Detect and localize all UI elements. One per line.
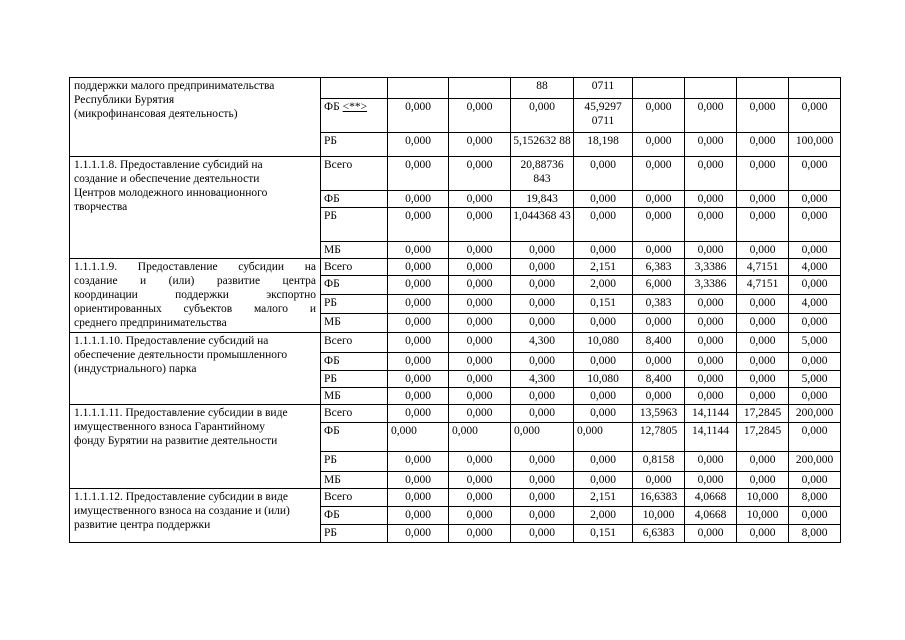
funding-source-label: ФБ bbox=[324, 355, 340, 367]
value-cell: 0,000 bbox=[789, 208, 841, 242]
description-line: поддержки малого предпринимательства bbox=[74, 80, 275, 92]
value-cell: 0,000 bbox=[449, 388, 511, 405]
funding-source bbox=[321, 507, 388, 525]
value-cell: 10,000 bbox=[737, 489, 789, 507]
value-cell: 0,000 bbox=[388, 525, 449, 543]
description-line: 1.1.1.1.9. Предоставление субсидии на bbox=[74, 261, 316, 273]
value-cell: 12,7805 bbox=[633, 423, 685, 452]
value-cell: 0,000 bbox=[789, 314, 841, 333]
value-cell: 0,000 bbox=[449, 405, 511, 423]
description-line: обеспечение деятельности промышленного bbox=[74, 349, 288, 361]
funding-source-label: Всего bbox=[324, 159, 353, 171]
funding-source bbox=[321, 242, 388, 259]
value-cell: 0,000 bbox=[388, 333, 449, 353]
value-cell: 0,000 bbox=[574, 452, 633, 472]
value-cell: 0,000 bbox=[574, 472, 633, 489]
description-line: (микрофинансовая деятельность) bbox=[74, 108, 238, 120]
description-line: имущественного взноса на создание и (или) bbox=[74, 505, 290, 517]
funding-source bbox=[321, 371, 388, 388]
value-cell: 13,5963 bbox=[633, 405, 685, 423]
value-cell: 4,000 bbox=[789, 259, 841, 276]
value-cell: 0,000 bbox=[789, 276, 841, 295]
value-cell: 17,2845 bbox=[737, 423, 789, 452]
value-cell: 0,000 bbox=[388, 133, 449, 157]
value-cell: 8,000 bbox=[789, 489, 841, 507]
value-cell: 0,000 bbox=[737, 242, 789, 259]
value-cell: 0,000 bbox=[388, 452, 449, 472]
value-cell: 0,151 bbox=[574, 525, 633, 543]
value-cell: 45,9297 0711 bbox=[574, 99, 633, 133]
value-cell: 5,000 bbox=[789, 333, 841, 353]
value-cell bbox=[633, 78, 685, 99]
funding-source bbox=[321, 388, 388, 405]
value-cell: 0,000 bbox=[449, 472, 511, 489]
value-cell: 2,000 bbox=[574, 507, 633, 525]
value-cell: 0,000 bbox=[388, 276, 449, 295]
funding-source-label: ФБ bbox=[324, 193, 340, 205]
value-cell: 4,0668 bbox=[685, 507, 737, 525]
table-row bbox=[70, 405, 841, 423]
value-cell: 0,000 bbox=[388, 208, 449, 242]
value-cell: 0,000 bbox=[574, 208, 633, 242]
value-cell: 0,000 bbox=[388, 371, 449, 388]
value-cell: 0,000 bbox=[633, 208, 685, 242]
value-cell: 0,000 bbox=[511, 99, 574, 133]
value-cell: 0,000 bbox=[574, 157, 633, 191]
value-cell: 4,300 bbox=[511, 371, 574, 388]
value-cell: 0,000 bbox=[685, 157, 737, 191]
value-cell: 0,000 bbox=[388, 405, 449, 423]
value-cell: 2,000 bbox=[574, 276, 633, 295]
value-cell bbox=[737, 78, 789, 99]
description-line: Центров молодежного инновационного bbox=[74, 187, 268, 199]
value-cell: 6,6383 bbox=[633, 525, 685, 543]
value-cell: 0,000 bbox=[574, 388, 633, 405]
value-cell: 0,000 bbox=[685, 371, 737, 388]
value-cell: 0,000 bbox=[449, 423, 511, 452]
value-cell: 3,3386 bbox=[685, 259, 737, 276]
value-cell: 17,2845 bbox=[737, 405, 789, 423]
value-cell: 5,152632 88 bbox=[511, 133, 574, 157]
value-cell: 0,000 bbox=[388, 242, 449, 259]
value-cell: 0,000 bbox=[574, 353, 633, 371]
value-cell: 19,843 bbox=[511, 191, 574, 208]
value-cell: 0,000 bbox=[449, 353, 511, 371]
value-cell bbox=[388, 78, 449, 99]
value-cell: 0,000 bbox=[574, 242, 633, 259]
value-cell: 1,044368 43 bbox=[511, 208, 574, 242]
funding-source-label: РБ bbox=[324, 210, 337, 222]
description-line: Республики Бурятия bbox=[74, 94, 175, 106]
value-cell: 100,000 bbox=[789, 133, 841, 157]
value-cell: 0,000 bbox=[511, 489, 574, 507]
value-cell: 10,000 bbox=[633, 507, 685, 525]
funding-source-label: Всего bbox=[324, 491, 353, 503]
table-row bbox=[70, 259, 841, 276]
row-description bbox=[70, 78, 321, 157]
value-cell: 0,000 bbox=[449, 259, 511, 276]
value-cell: 0,000 bbox=[574, 423, 633, 452]
value-cell: 0,000 bbox=[789, 157, 841, 191]
value-cell: 0,000 bbox=[737, 295, 789, 314]
value-cell: 0,000 bbox=[388, 314, 449, 333]
value-cell: 0,000 bbox=[511, 507, 574, 525]
funding-source-label: ФБ bbox=[324, 425, 340, 437]
value-cell: 0,000 bbox=[574, 405, 633, 423]
table-row bbox=[70, 333, 841, 353]
value-cell: 16,6383 bbox=[633, 489, 685, 507]
value-cell bbox=[789, 78, 841, 99]
funding-source bbox=[321, 157, 388, 191]
funding-source-label: РБ bbox=[324, 373, 337, 385]
value-cell: 0,000 bbox=[737, 472, 789, 489]
description-line: имущественного взноса Гарантийному bbox=[74, 421, 266, 433]
value-cell: 0,000 bbox=[789, 472, 841, 489]
value-cell: 0,000 bbox=[511, 452, 574, 472]
value-cell bbox=[449, 78, 511, 99]
value-cell: 0,000 bbox=[449, 276, 511, 295]
description-line: творчества bbox=[74, 201, 128, 213]
value-cell: 0,000 bbox=[789, 507, 841, 525]
value-cell: 0,000 bbox=[737, 99, 789, 133]
funding-source bbox=[321, 472, 388, 489]
funding-source-label: МБ bbox=[324, 474, 341, 486]
value-cell: 0,000 bbox=[511, 295, 574, 314]
value-cell: 0,000 bbox=[633, 388, 685, 405]
value-cell: 5,000 bbox=[789, 371, 841, 388]
value-cell: 4,7151 bbox=[737, 276, 789, 295]
value-cell: 4,7151 bbox=[737, 259, 789, 276]
value-cell: 0,000 bbox=[388, 388, 449, 405]
value-cell: 4,300 bbox=[511, 333, 574, 353]
value-cell: 0,000 bbox=[737, 133, 789, 157]
value-cell: 0,000 bbox=[633, 99, 685, 133]
value-cell: 8,400 bbox=[633, 333, 685, 353]
funding-source bbox=[321, 99, 388, 133]
value-cell: 0,000 bbox=[388, 507, 449, 525]
value-cell: 0,000 bbox=[685, 525, 737, 543]
value-cell: 0,000 bbox=[388, 259, 449, 276]
value-cell: 200,000 bbox=[789, 405, 841, 423]
funding-source bbox=[321, 353, 388, 371]
value-cell: 0,000 bbox=[449, 99, 511, 133]
value-cell: 0,000 bbox=[388, 472, 449, 489]
row-description bbox=[70, 489, 321, 543]
table-body bbox=[70, 78, 841, 543]
value-cell: 200,000 bbox=[789, 452, 841, 472]
value-cell: 0,000 bbox=[685, 314, 737, 333]
value-cell: 0,000 bbox=[685, 333, 737, 353]
description-line: 1.1.1.1.8. Предоставление субсидий на bbox=[74, 159, 263, 171]
value-cell: 0,000 bbox=[449, 452, 511, 472]
description-line: ориентированных субъектов малого и bbox=[74, 303, 316, 315]
value-cell: 0,000 bbox=[449, 157, 511, 191]
value-cell: 0,000 bbox=[511, 276, 574, 295]
value-cell: 18,198 bbox=[574, 133, 633, 157]
funding-source-label: ФБ bbox=[324, 509, 340, 521]
value-cell: 2,151 bbox=[574, 489, 633, 507]
value-cell: 0,000 bbox=[789, 99, 841, 133]
value-cell: 0,000 bbox=[685, 388, 737, 405]
value-cell: 0,000 bbox=[449, 371, 511, 388]
value-cell: 0,000 bbox=[737, 333, 789, 353]
value-cell: 6,383 bbox=[633, 259, 685, 276]
value-cell: 0,000 bbox=[685, 133, 737, 157]
value-cell: 2,151 bbox=[574, 259, 633, 276]
value-cell: 0,000 bbox=[737, 208, 789, 242]
value-cell: 0,000 bbox=[737, 452, 789, 472]
value-cell: 0,000 bbox=[511, 423, 574, 452]
value-cell: 0,000 bbox=[449, 133, 511, 157]
funding-source-label: МБ bbox=[324, 316, 341, 328]
value-cell: 0,000 bbox=[685, 99, 737, 133]
value-cell: 8,000 bbox=[789, 525, 841, 543]
funding-source bbox=[321, 314, 388, 333]
value-cell: 0,000 bbox=[449, 525, 511, 543]
value-cell: 0,000 bbox=[511, 314, 574, 333]
value-cell: 0,000 bbox=[685, 208, 737, 242]
value-cell: 0,000 bbox=[789, 242, 841, 259]
value-cell: 0,383 bbox=[633, 295, 685, 314]
value-cell: 0,000 bbox=[789, 388, 841, 405]
value-cell: 4,0668 bbox=[685, 489, 737, 507]
value-cell: 0,000 bbox=[388, 353, 449, 371]
value-cell: 0,000 bbox=[633, 191, 685, 208]
funding-source bbox=[321, 78, 388, 99]
value-cell: 0,000 bbox=[685, 472, 737, 489]
funding-source bbox=[321, 133, 388, 157]
row-description bbox=[70, 157, 321, 259]
funding-source bbox=[321, 191, 388, 208]
value-cell: 0,000 bbox=[511, 525, 574, 543]
funding-source bbox=[321, 276, 388, 295]
value-cell: 14,1144 bbox=[685, 405, 737, 423]
value-cell: 3,3386 bbox=[685, 276, 737, 295]
budget-table bbox=[69, 77, 841, 543]
value-cell: 0,000 bbox=[511, 353, 574, 371]
funding-source-label: РБ bbox=[324, 454, 337, 466]
value-cell: 0,000 bbox=[449, 489, 511, 507]
value-cell bbox=[685, 78, 737, 99]
funding-source-label: РБ bbox=[324, 527, 337, 539]
value-cell: 4,000 bbox=[789, 295, 841, 314]
value-cell: 0,000 bbox=[789, 353, 841, 371]
table-row bbox=[70, 489, 841, 507]
value-cell: 0,000 bbox=[737, 388, 789, 405]
value-cell: 0,8158 bbox=[633, 452, 685, 472]
funding-source bbox=[321, 259, 388, 276]
value-cell: 0,000 bbox=[633, 157, 685, 191]
funding-source bbox=[321, 333, 388, 353]
description-line: координации поддержки экспортно bbox=[74, 289, 316, 301]
value-cell: 0,000 bbox=[737, 525, 789, 543]
funding-source-label: Всего bbox=[324, 407, 353, 419]
value-cell: 0,000 bbox=[388, 191, 449, 208]
value-cell: 10,080 bbox=[574, 371, 633, 388]
value-cell: 0,000 bbox=[737, 353, 789, 371]
funding-source-label: РБ bbox=[324, 297, 337, 309]
value-cell: 0,000 bbox=[685, 295, 737, 314]
value-cell: 10,080 bbox=[574, 333, 633, 353]
description-line: среднего предпринимательства bbox=[74, 317, 227, 329]
value-cell: 0,000 bbox=[511, 405, 574, 423]
description-line: 1.1.1.1.10. Предоставление субсидий на bbox=[74, 335, 269, 347]
value-cell: 0,000 bbox=[633, 242, 685, 259]
funding-source bbox=[321, 405, 388, 423]
value-cell: 0,000 bbox=[633, 353, 685, 371]
funding-source-label: ФБ bbox=[324, 101, 340, 113]
value-cell: 0,151 bbox=[574, 295, 633, 314]
description-line: создание и (или) развитие центра bbox=[74, 275, 316, 287]
value-cell: 0,000 bbox=[388, 99, 449, 133]
value-cell: 0,000 bbox=[388, 423, 449, 452]
table-row bbox=[70, 78, 841, 99]
value-cell: 0,000 bbox=[737, 157, 789, 191]
funding-source bbox=[321, 423, 388, 452]
row-description bbox=[70, 405, 321, 489]
value-cell: 0,000 bbox=[789, 191, 841, 208]
description-line: 1.1.1.1.11. Предоставление субсидии в виде bbox=[74, 407, 288, 419]
value-cell: 0,000 bbox=[633, 314, 685, 333]
row-description bbox=[70, 259, 321, 333]
value-cell: 0,000 bbox=[574, 314, 633, 333]
funding-source-label: Всего bbox=[324, 261, 353, 273]
table-row bbox=[70, 157, 841, 191]
value-cell: 0,000 bbox=[511, 472, 574, 489]
row-description bbox=[70, 333, 321, 405]
value-cell: 0,000 bbox=[511, 259, 574, 276]
funding-source bbox=[321, 452, 388, 472]
value-cell: 6,000 bbox=[633, 276, 685, 295]
description-line: развитие центра поддержки bbox=[74, 519, 211, 531]
value-cell: 0,000 bbox=[789, 423, 841, 452]
value-cell: 0,000 bbox=[685, 452, 737, 472]
footnote-link[interactable]: <**> bbox=[342, 101, 368, 113]
value-cell: 0,000 bbox=[685, 191, 737, 208]
value-cell: 14,1144 bbox=[685, 423, 737, 452]
value-cell: 0,000 bbox=[633, 133, 685, 157]
description-line: 1.1.1.1.12. Предоставление субсидии в виде bbox=[74, 491, 288, 503]
value-cell: 0,000 bbox=[449, 333, 511, 353]
description-line: создание и обеспечение деятельности bbox=[74, 173, 260, 185]
value-cell: 0,000 bbox=[511, 242, 574, 259]
value-cell: 0711 bbox=[574, 78, 633, 99]
value-cell: 0,000 bbox=[449, 295, 511, 314]
value-cell: 0,000 bbox=[737, 371, 789, 388]
description-line: (индустриального) парка bbox=[74, 363, 197, 375]
funding-source bbox=[321, 525, 388, 543]
value-cell: 0,000 bbox=[737, 314, 789, 333]
value-cell: 0,000 bbox=[388, 157, 449, 191]
value-cell: 0,000 bbox=[574, 191, 633, 208]
funding-source-label: РБ bbox=[324, 135, 337, 147]
value-cell: 0,000 bbox=[449, 208, 511, 242]
value-cell: 0,000 bbox=[685, 242, 737, 259]
funding-source-label: МБ bbox=[324, 390, 341, 402]
funding-source bbox=[321, 295, 388, 314]
value-cell: 8,400 bbox=[633, 371, 685, 388]
value-cell: 20,88736 843 bbox=[511, 157, 574, 191]
value-cell: 0,000 bbox=[737, 191, 789, 208]
value-cell: 10,000 bbox=[737, 507, 789, 525]
value-cell: 0,000 bbox=[449, 191, 511, 208]
value-cell: 0,000 bbox=[633, 472, 685, 489]
value-cell: 0,000 bbox=[388, 295, 449, 314]
value-cell: 0,000 bbox=[685, 353, 737, 371]
funding-source bbox=[321, 489, 388, 507]
value-cell: 88 bbox=[511, 78, 574, 99]
value-cell: 0,000 bbox=[449, 314, 511, 333]
description-line: фонду Бурятии на развитие деятельности bbox=[74, 435, 278, 447]
funding-source-label: Всего bbox=[324, 335, 353, 347]
value-cell: 0,000 bbox=[449, 507, 511, 525]
value-cell: 0,000 bbox=[511, 388, 574, 405]
value-cell: 0,000 bbox=[449, 242, 511, 259]
funding-source-label: МБ bbox=[324, 244, 341, 256]
funding-source-label: ФБ bbox=[324, 278, 340, 290]
funding-source bbox=[321, 208, 388, 242]
value-cell: 0,000 bbox=[388, 489, 449, 507]
